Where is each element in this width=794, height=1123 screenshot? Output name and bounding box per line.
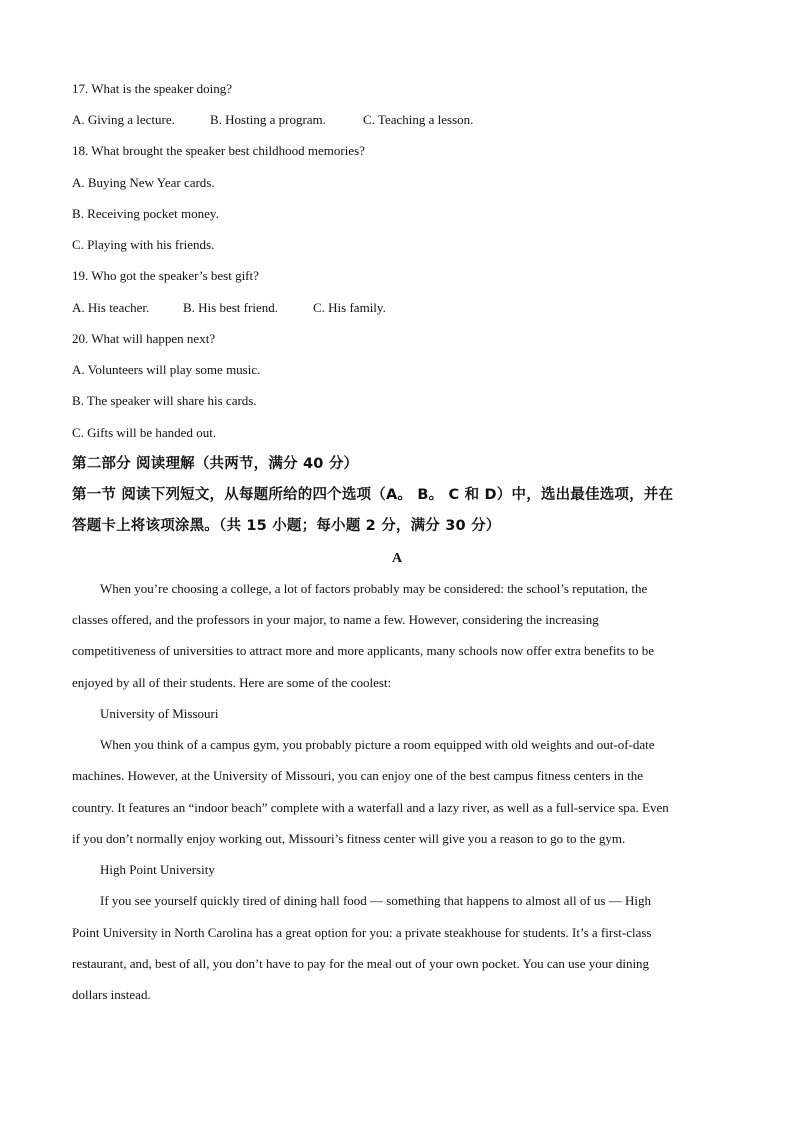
paragraph-line: When you think of a campus gym, you probably picture a room equipped with old weights and out-of-date <box>100 737 655 752</box>
passage-label: A <box>391 551 403 566</box>
paragraph-line: classes offered, and the professors in your major, to name a few. However, considering the increasing <box>72 612 599 627</box>
question-19: 19. Who got the speaker’s best gift? <box>72 268 259 283</box>
subheading-missouri: University of Missouri <box>100 706 219 721</box>
question-17: 17. What is the speaker doing? <box>72 81 233 96</box>
option-a: A. His teacher. <box>72 300 150 315</box>
option-c: C. His family. <box>313 300 386 315</box>
paragraph-line: dollars instead. <box>72 987 151 1002</box>
question-19-options <box>72 300 386 316</box>
subheading-high-point: High Point University <box>100 862 215 877</box>
paragraph-line: restaurant, and, best of all, you don’t have to pay for the meal out of your own pocket. You can use your dining <box>72 956 650 971</box>
section-one-instructions: 第一节 阅读下列短文，从每题所给的四个选项（A。 B。 C 和 D）中，选出最佳选项，并在 <box>72 487 674 503</box>
paragraph-line: country. It features an “indoor beach” complete with a waterfall and a lazy river, as well as a full-service spa. Even <box>72 800 669 815</box>
option-a: A. Giving a lecture. <box>72 112 175 127</box>
paragraph-line: machines. However, at the University of Missouri, you can enjoy one of the best campus fitness centers in the <box>72 768 643 783</box>
option-c: C. Teaching a lesson. <box>363 112 474 127</box>
question-20: 20. What will happen next? <box>72 331 216 346</box>
option-b: B. Hosting a program. <box>210 112 326 127</box>
part-two-heading: 第二部分 阅读理解（共两节，满分 40 分） <box>72 456 359 472</box>
option-b: B. The speaker will share his cards. <box>72 393 257 408</box>
option-c: C. Gifts will be handed out. <box>72 425 217 440</box>
paragraph-line: When you’re choosing a college, a lot of factors probably may be considered: the school’s reputation, the <box>100 581 648 596</box>
question-17-options <box>72 112 473 128</box>
section-one-instructions-cont: 答题卡上将该项涂黑。（共 15 小题；每小题 2 分，满分 30 分） <box>72 518 501 534</box>
paragraph-line: enjoyed by all of their students. Here are some of the coolest: <box>72 675 392 690</box>
option-b: B. His best friend. <box>183 300 278 315</box>
paragraph-line: competitiveness of universities to attract more and more applicants, many schools now offer extra benefits to be <box>72 643 655 658</box>
question-18: 18. What brought the speaker best childhood memories? <box>72 143 365 158</box>
option-c: C. Playing with his friends. <box>72 237 215 252</box>
paragraph-line: Point University in North Carolina has a great option for you: a private steakhouse for students. It’s a first-class <box>72 925 652 940</box>
option-b: B. Receiving pocket money. <box>72 206 219 221</box>
option-a: A. Volunteers will play some music. <box>72 362 261 377</box>
option-a: A. Buying New Year cards. <box>72 175 215 190</box>
paragraph-line: If you see yourself quickly tired of dining hall food — something that happens to almost all of us — High <box>100 893 651 908</box>
paragraph-line: if you don’t normally enjoy working out, Missouri’s fitness center will give you a reason to go to the gym. <box>72 831 626 846</box>
